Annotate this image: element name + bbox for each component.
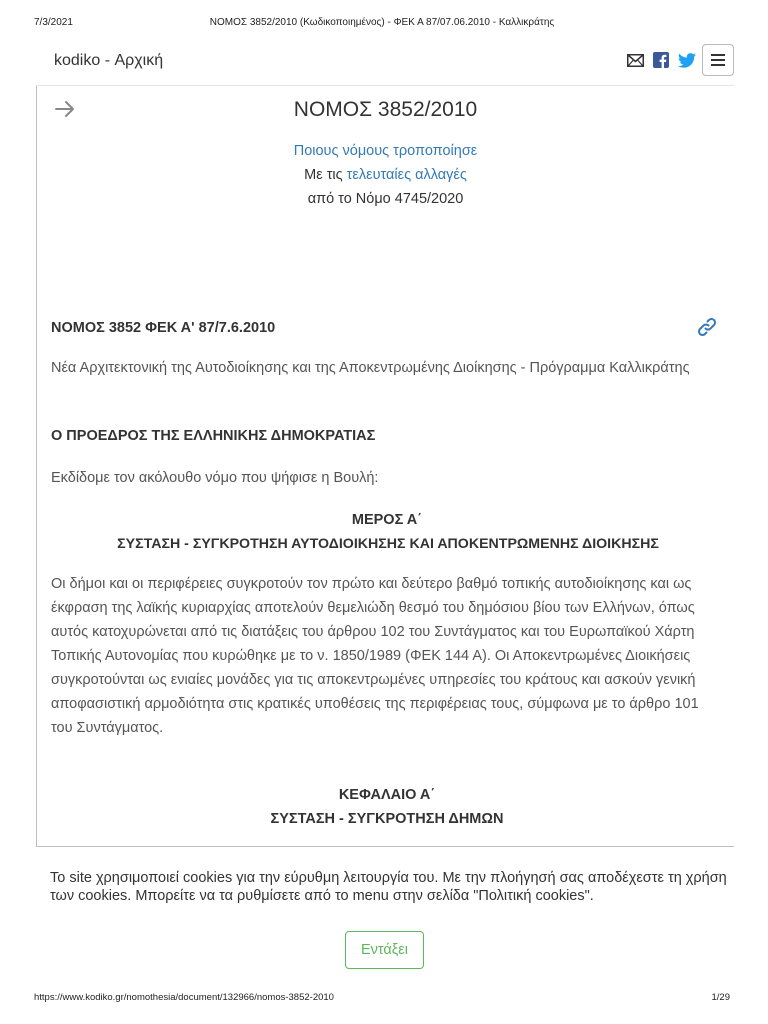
twitter-icon[interactable] — [674, 47, 700, 73]
cookie-banner-text: Το site χρησιμοποιεί cookies για την εύρυθμη λειτουργία του. Με την πλοήγησή σας αποδέχεστε τη χρήση των cookies. Μπορείτε να τα ρυθμίσετε από το menu στην σελίδα "Πολιτική cookies". — [50, 870, 727, 904]
part-title: ΣΥΣΤΑΣΗ - ΣΥΓΚΡΟΤΗΣΗ ΑΥΤΟΔΙΟΙΚΗΣΗΣ ΚΑΙ ΑΠΟΚΕΝΤΡΩΜΕΝΗΣ ΔΙΟΙΚΗΣΗΣ — [117, 536, 659, 552]
latest-changes-link[interactable]: τελευταίες αλλαγές — [346, 167, 467, 183]
intro-paragraph: Οι δήμοι και οι περιφέρειες συγκροτούν τον πρώτο και δεύτερο βαθμό τοπικής αυτοδιοίκησης και ως έκφραση της λαϊκής κυριαρχίας αποτελούν θεμελιώδη θεσμό του δημόσιου βίου των Ελλήνων, όπως αυτός κατοχυρώνεται από τις διατάξεις του άρθρου 102 του Συντάγματος και του Ευρωπαϊκού Χάρτη Τοπικής Αυτονομίας που κυρώθηκε με το ν. 1850/1989 (ΦΕΚ 144 Α). Οι Αποκεντρωμένες Διοικήσεις συγκροτούνται ως ενιαίες μονάδες για τις αποκεντρωμένες υπηρεσίες του κράτους και ασκούν γενική αποφασιστική αρμοδιότητα στις κρατικές υποθέσεις της περιφέρειας τους, σύμφωνα με το άρθρο 101 του Συντάγματος. — [51, 576, 699, 736]
changes-prefix: Με τις — [304, 167, 343, 183]
document-panel — [36, 86, 734, 847]
law-meta — [37, 139, 734, 211]
fek-row — [51, 318, 718, 342]
print-footer — [34, 992, 730, 1006]
brand-home-link[interactable]: kodiko - Αρχική — [54, 52, 164, 69]
navbar — [34, 42, 734, 86]
mail-icon[interactable] — [622, 47, 648, 73]
law-title: ΝΟΜΟΣ 3852/2010 — [293, 98, 478, 121]
print-document-title: ΝΟΜΟΣ 3852/2010 (Κωδικοποιημένος) - ΦΕΚ Α 87/07.06.2010 - Καλλικράτης — [209, 17, 555, 28]
from-law-text: από το Νόμο 4745/2020 — [307, 191, 464, 207]
chapter-heading: ΚΕΦΑΛΑΙΟ Α΄ — [338, 787, 436, 803]
cookie-ok-button[interactable]: Εντάξει — [345, 931, 424, 969]
fek-title: ΝΟΜΟΣ 3852 ΦΕΚ Α' 87/7.6.2010 — [51, 320, 276, 336]
decree-text: Εκδίδομε τον ακόλουθο νόμο που ψήφισε η Βουλή: — [51, 470, 379, 486]
hamburger-icon — [711, 54, 725, 66]
president-heading: Ο ΠΡΟΕΔΡΟΣ ΤΗΣ ΕΛΛΗΝΙΚΗΣ ΔΗΜΟΚΡΑΤΙΑΣ — [51, 428, 376, 444]
print-header — [34, 17, 730, 31]
print-url: https://www.kodiko.gr/nomothesia/document/132966/nomos-3852-2010 — [34, 992, 334, 1003]
amended-laws-link[interactable]: Ποιους νόμους τροποποίησε — [293, 143, 478, 159]
menu-toggle-button[interactable] — [702, 44, 734, 76]
part-heading: ΜΕΡΟΣ Α΄ — [351, 512, 423, 528]
chapter-title: ΣΥΣΤΑΣΗ - ΣΥΓΚΡΟΤΗΣΗ ΔΗΜΩΝ — [270, 811, 504, 827]
print-page-number: 1/29 — [711, 992, 730, 1003]
nav-icons — [622, 44, 734, 76]
print-date: 7/3/2021 — [34, 17, 73, 28]
link-icon[interactable] — [696, 316, 718, 338]
facebook-icon[interactable] — [648, 47, 674, 73]
law-subtitle: Νέα Αρχιτεκτονική της Αυτοδιοίκησης και της Αποκεντρωμένης Διοίκησης - Πρόγραμμα Καλλικράτης — [51, 360, 690, 376]
